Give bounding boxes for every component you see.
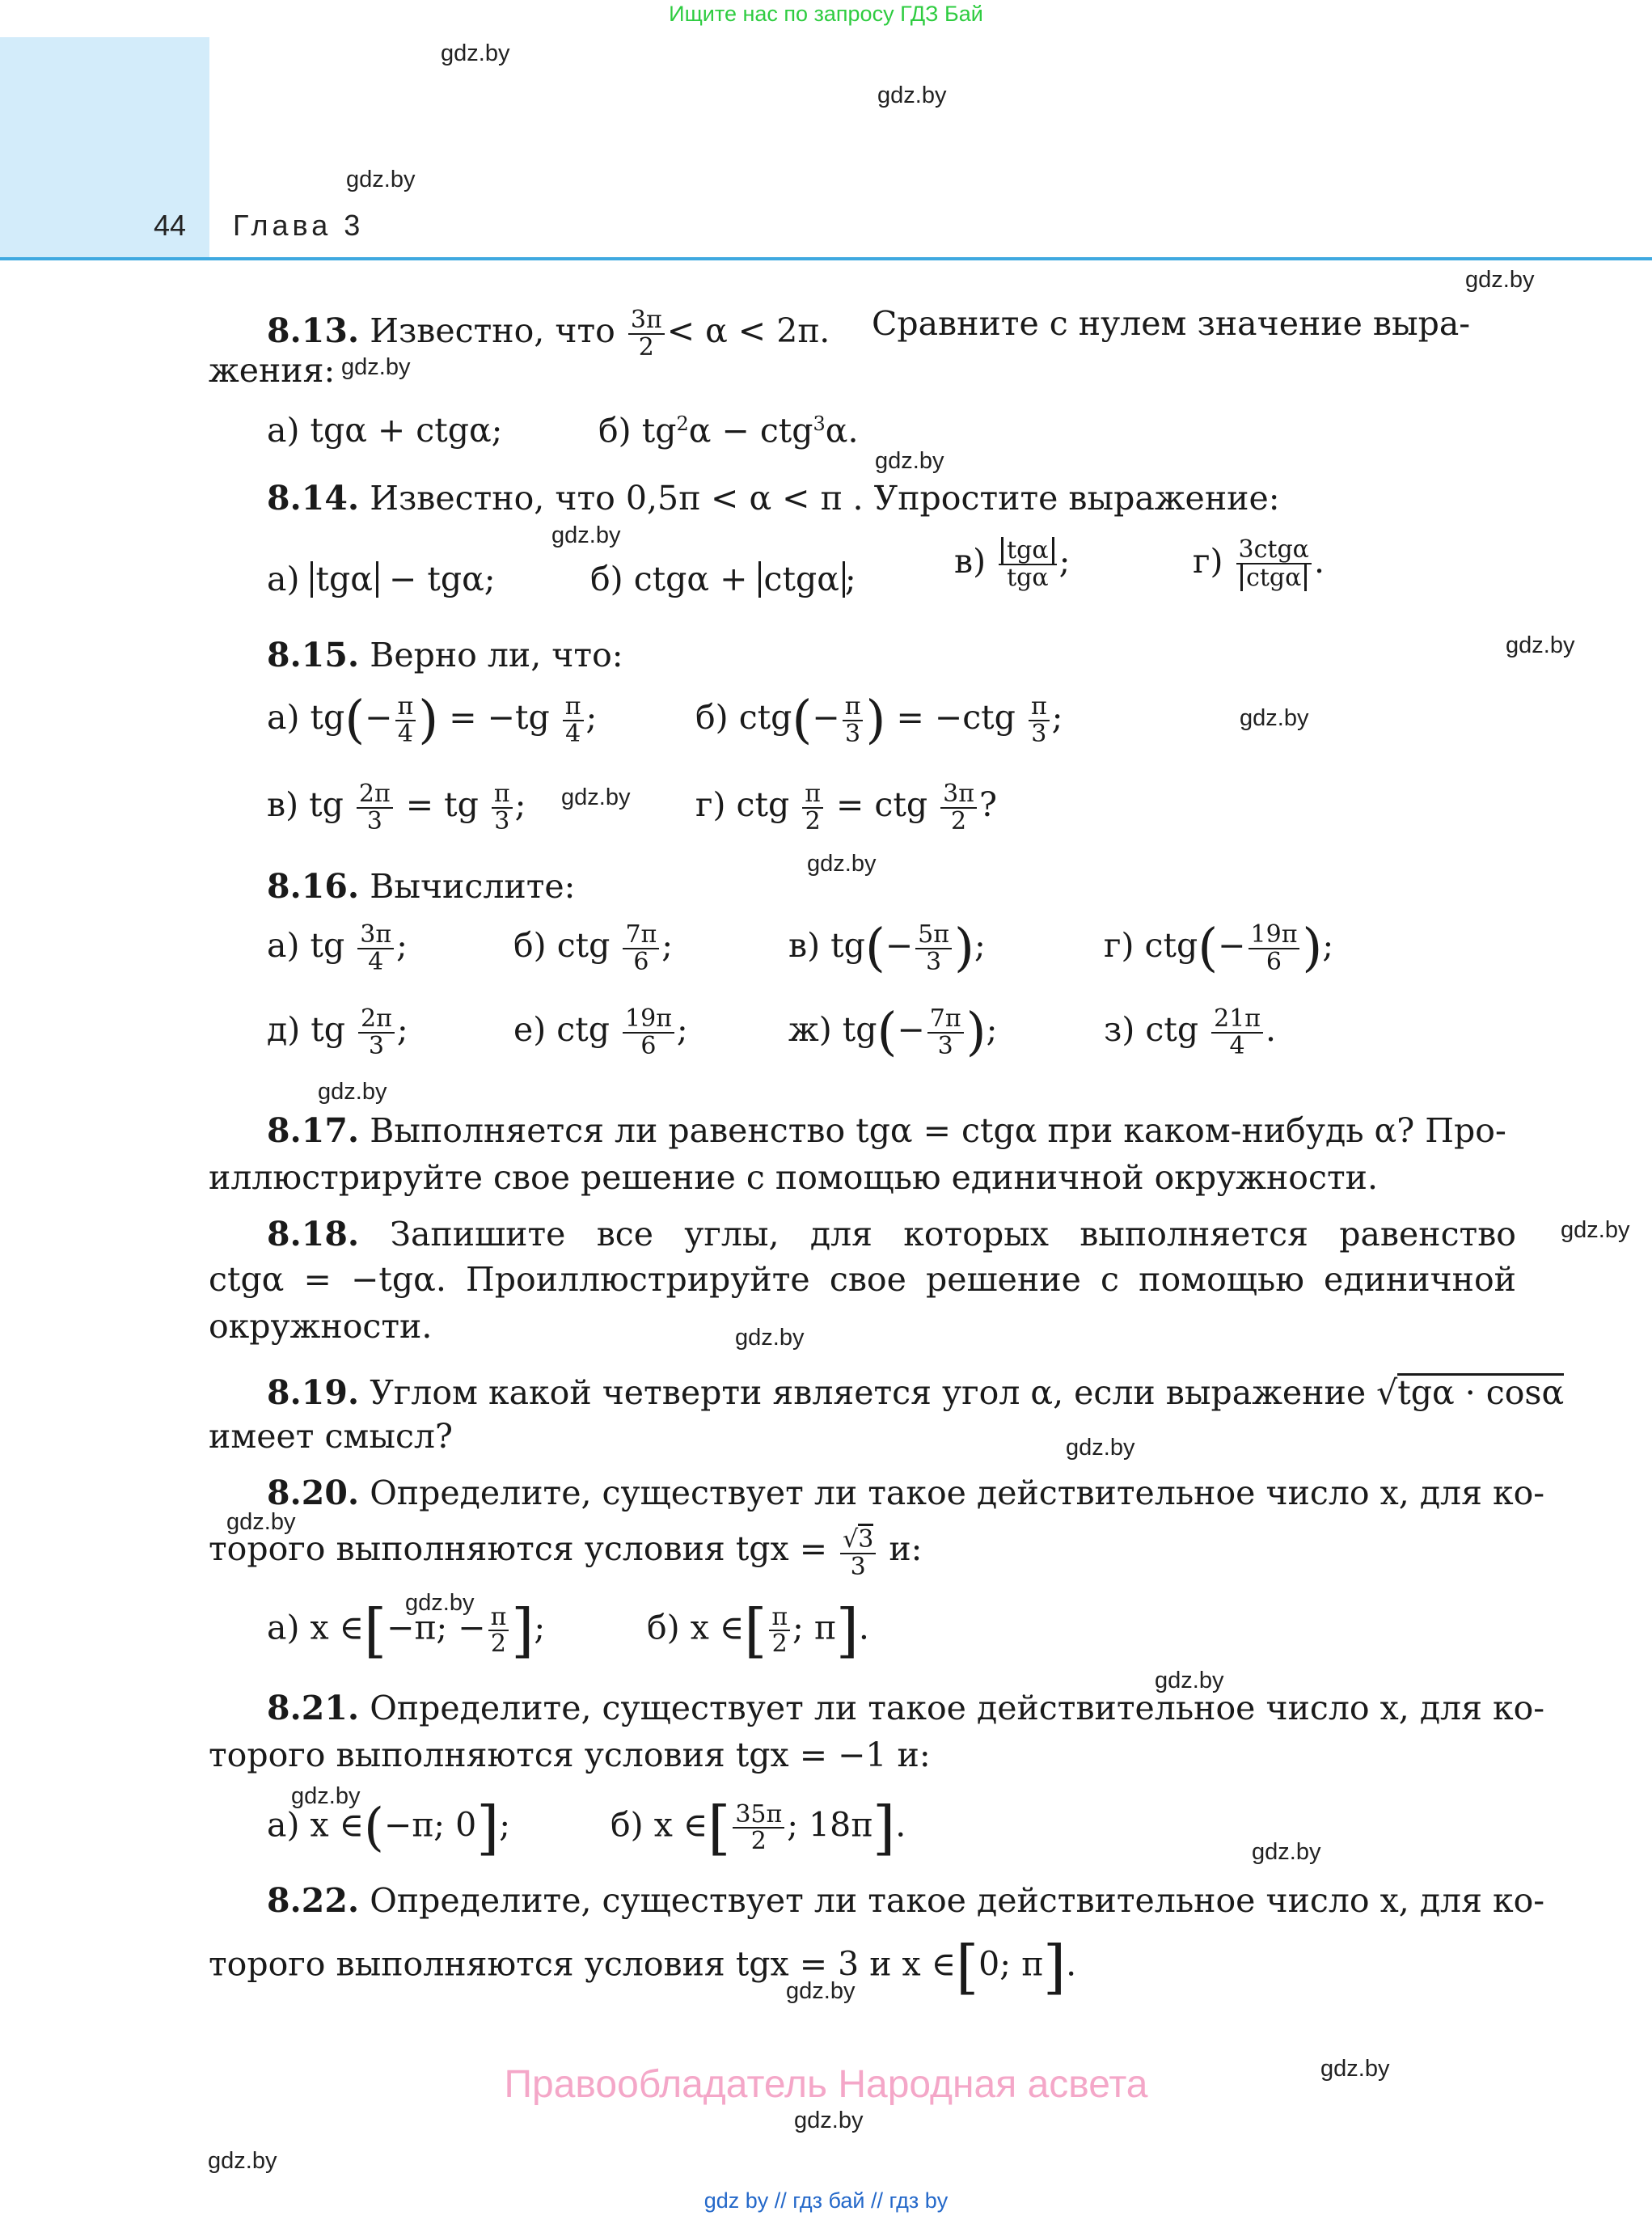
problem-8-16-item: е) ctg $\frac{19\pi}{6}$ ; <box>513 1004 688 1060</box>
watermark: gdz.by <box>1320 2056 1390 2082</box>
watermark: gdz.by <box>1561 1217 1630 1243</box>
watermark: gdz.by <box>786 1978 856 2004</box>
problem-8-20-b: б) x ∈[ $\frac{\pi}{2}$ ; π]. <box>647 1596 869 1664</box>
problem-8-16-item: ж) tg(− $\frac{7\pi}{3}$ ); <box>788 1002 998 1063</box>
problem-8-15-line1: 8.15. Верно ли, что: <box>267 636 623 674</box>
watermark: gdz.by <box>561 784 631 810</box>
watermark: gdz.by <box>226 1509 296 1535</box>
watermark: gdz.by <box>1240 705 1309 731</box>
problem-8-20-line2: торого выполняются условия tgx = $\frac{√3}{3}$ и: <box>209 1525 923 1581</box>
problem-8-16-item: з) ctg $\frac{21\pi}{4}$ . <box>1104 1004 1277 1060</box>
fraction: $\frac{3\pi}{2}$ <box>628 307 665 360</box>
watermark: gdz.by <box>208 2148 277 2174</box>
problem-8-20-line1: 8.20. Определите, существует ли такое действительное число x, для ко- <box>267 1474 1545 1512</box>
problem-8-14-d: г) 3ctgα ctgα . <box>1193 535 1325 592</box>
problem-8-15-c: в) tg $\frac{2\pi}{3}$ = tg $\frac{\pi}{3}$ ; <box>267 780 526 835</box>
watermark: gdz.by <box>1506 632 1575 658</box>
problem-8-17-line1: 8.17. Выполняется ли равенство tgα = ctgα при каком-нибудь α? Про- <box>267 1111 1506 1150</box>
watermark: gdz.by <box>807 851 877 877</box>
watermark: gdz.by <box>441 40 510 66</box>
problem-8-21-line2: торого выполняются условия tgx = −1 и: <box>209 1736 931 1774</box>
bottom-links[interactable]: gdz by // гдз бай // гдз by <box>703 2188 949 2213</box>
watermark: gdz.by <box>1252 1839 1321 1865</box>
problem-8-21-b: б) x ∈[ $\frac{35\pi}{2}$ ; 18π]. <box>611 1794 906 1862</box>
problem-8-21-line1: 8.21. Определите, существует ли такое действительное число x, для ко- <box>267 1689 1545 1727</box>
problem-8-14-a: а) tgα − tgα; <box>267 560 496 598</box>
problem-8-13-b: б) $tg^2\alpha - ctg^3\alpha$. <box>598 411 859 450</box>
watermark: gdz.by <box>1465 267 1535 293</box>
problem-8-19-line1: 8.19. Углом какой четверти является угол α, если выражение √tgα · cosα <box>267 1373 1565 1412</box>
watermark: gdz.by <box>794 2108 864 2133</box>
watermark: gdz.by <box>875 448 944 474</box>
watermark: gdz.by <box>1066 1435 1135 1461</box>
watermark: gdz.by <box>405 1590 475 1616</box>
watermark: gdz.by <box>735 1325 805 1351</box>
problem-8-18-line1: 8.18. Запишите все углы, для которых выполняется равенство <box>267 1215 1516 1254</box>
problem-8-16-item: в) tg(− $\frac{5\pi}{3}$ ); <box>788 918 986 979</box>
problem-8-22-line1: 8.22. Определите, существует ли такое действительное число x, для ко- <box>267 1881 1545 1920</box>
watermark: gdz.by <box>341 354 411 380</box>
problem-8-14-c: в) tgα tgα ; <box>954 536 1071 592</box>
problem-8-15-b: б) ctg(− $\frac{\pi}{3}$ ) = −ctg $\frac{\pi}{3}$ ; <box>695 690 1063 750</box>
watermark: gdz.by <box>291 1783 361 1809</box>
problem-8-19-line2: имеет смысл? <box>209 1417 453 1456</box>
problem-8-15-a: а) tg(− $\frac{\pi}{4}$ ) = −tg $\frac{\pi}{4}$ ; <box>267 690 598 750</box>
problem-8-22-line2: торого выполняются условия tgx = 3 и x ∈[0; π]. <box>209 1933 1077 2001</box>
problem-8-16-item: а) tg $\frac{3\pi}{4}$ ; <box>267 920 408 976</box>
problem-8-13-a: а) tgα + ctgα; <box>267 411 503 450</box>
header-rule <box>0 257 1652 260</box>
problem-8-13-line2: жения: <box>209 351 336 390</box>
page-number: 44 <box>154 209 187 242</box>
top-search-banner: Ищите нас по запросу ГДЗ Бай <box>669 2 983 26</box>
problem-8-20-a: а) x ∈[−π; − $\frac{\pi}{2}$ ]; <box>267 1596 546 1664</box>
watermark: gdz.by <box>346 167 416 192</box>
watermark: gdz.by <box>1155 1668 1224 1693</box>
problem-8-15-d: г) ctg $\frac{\pi}{2}$ = ctg $\frac{3\pi}{2}$ ? <box>695 780 997 835</box>
watermark: gdz.by <box>877 82 947 108</box>
problem-8-13-line1: 8.13. Известно, что $\frac{3\pi}{2}$ < α < 2π. <box>267 306 830 362</box>
copyright-notice: Правообладатель Народная асвета <box>504 2063 1148 2106</box>
watermark: gdz.by <box>551 522 621 548</box>
watermark: gdz.by <box>318 1079 387 1105</box>
problem-8-16-item: б) ctg $\frac{7\pi}{6}$ ; <box>513 920 674 976</box>
problem-8-21-a: а) x ∈(−π; 0]; <box>267 1794 511 1862</box>
problem-8-16-item: г) ctg(− $\frac{19\pi}{6}$ ); <box>1104 918 1334 979</box>
problem-8-17-line2: иллюстрируйте свое решение с помощью единичной окружности. <box>209 1158 1378 1197</box>
chapter-title: Глава 3 <box>233 209 365 242</box>
problem-8-14-b: б) ctgα + ctgα ; <box>590 560 856 598</box>
problem-8-16-line1: 8.16. Вычислите: <box>267 867 576 906</box>
problem-8-13-line1-cont: Сравните с нулем значение выра- <box>872 304 1471 343</box>
problem-8-18-line2: ctgα = −tgα. Проиллюстрируйте свое решение с помощью единичной <box>209 1260 1516 1299</box>
problem-8-14-line1: 8.14. Известно, что 0,5π < α < π . Упростите выражение: <box>267 479 1280 518</box>
problem-8-16-item: д) tg $\frac{2\pi}{3}$ ; <box>267 1004 408 1060</box>
problem-8-18-line3: окружности. <box>209 1307 433 1346</box>
